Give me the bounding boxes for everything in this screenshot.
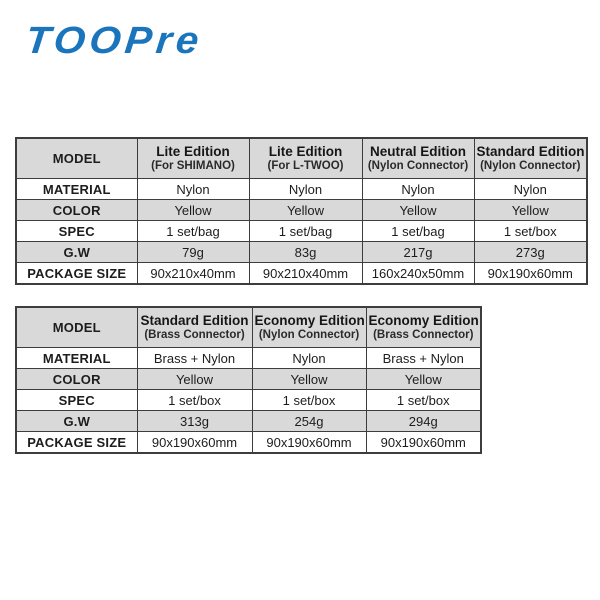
- column-subtitle: (Nylon Connector): [367, 159, 469, 172]
- column-header: [137, 138, 249, 179]
- cell-value: 313g: [137, 411, 252, 432]
- cell-value: 1 set/bag: [249, 221, 362, 242]
- column-subtitle: (For SHIMANO): [151, 159, 235, 172]
- table-row-spec: [16, 221, 587, 242]
- brand-logo: TOOPre: [23, 20, 205, 62]
- cell-value: 1 set/bag: [137, 221, 249, 242]
- spec-table-lower: [15, 306, 482, 454]
- cell-value: 90x210x40mm: [137, 263, 249, 285]
- column-subtitle: (Nylon Connector): [258, 328, 360, 341]
- cell-value: 90x190x60mm: [474, 263, 587, 285]
- column-header: [137, 307, 252, 348]
- cell-value: Yellow: [362, 200, 474, 221]
- row-label: MATERIAL: [16, 348, 137, 369]
- row-label: G.W: [16, 411, 137, 432]
- cell-value: Nylon: [362, 179, 474, 200]
- cell-value: 254g: [252, 411, 366, 432]
- row-label: PACKAGE SIZE: [16, 432, 137, 454]
- table-row-package-size: [16, 432, 481, 454]
- column-title: Economy Edition: [368, 312, 479, 328]
- table-row-package-size: [16, 263, 587, 285]
- cell-value: Yellow: [252, 369, 366, 390]
- corner-header-model: MODEL: [16, 307, 137, 348]
- row-label: MATERIAL: [16, 179, 137, 200]
- table-header-row: [16, 307, 481, 348]
- column-header: [366, 307, 481, 348]
- cell-value: Brass + Nylon: [366, 348, 481, 369]
- spec-table-upper: [15, 137, 588, 285]
- column-subtitle: (For L-TWOO): [267, 159, 344, 172]
- column-title: Standard Edition: [476, 143, 585, 159]
- table-row-spec: [16, 390, 481, 411]
- cell-value: 90x190x60mm: [137, 432, 252, 454]
- cell-value: 1 set/bag: [362, 221, 474, 242]
- cell-value: 90x190x60mm: [252, 432, 366, 454]
- row-label: PACKAGE SIZE: [16, 263, 137, 285]
- column-subtitle: (Nylon Connector): [480, 159, 581, 172]
- row-label: COLOR: [16, 369, 137, 390]
- table-row-gw: [16, 411, 481, 432]
- cell-value: 294g: [366, 411, 481, 432]
- cell-value: 217g: [362, 242, 474, 263]
- cell-value: Yellow: [249, 200, 362, 221]
- cell-value: Brass + Nylon: [137, 348, 252, 369]
- column-title: Lite Edition: [156, 143, 230, 159]
- cell-value: Yellow: [137, 200, 249, 221]
- table-row-gw: [16, 242, 587, 263]
- column-header: [252, 307, 366, 348]
- cell-value: 1 set/box: [366, 390, 481, 411]
- table-header-row: [16, 138, 587, 179]
- cell-value: 273g: [474, 242, 587, 263]
- cell-value: 83g: [249, 242, 362, 263]
- cell-value: Yellow: [137, 369, 252, 390]
- table-row-color: [16, 200, 587, 221]
- cell-value: 1 set/box: [252, 390, 366, 411]
- cell-value: Nylon: [249, 179, 362, 200]
- row-label: SPEC: [16, 390, 137, 411]
- cell-value: Nylon: [474, 179, 587, 200]
- row-label: G.W: [16, 242, 137, 263]
- table-row-material: [16, 179, 587, 200]
- cell-value: 90x190x60mm: [366, 432, 481, 454]
- column-header: [362, 138, 474, 179]
- cell-value: 160x240x50mm: [362, 263, 474, 285]
- row-label: COLOR: [16, 200, 137, 221]
- cell-value: Nylon: [252, 348, 366, 369]
- column-title: Economy Edition: [254, 312, 365, 328]
- column-header: [474, 138, 587, 179]
- column-subtitle: (Brass Connector): [144, 328, 245, 341]
- column-title: Lite Edition: [268, 143, 343, 159]
- table-row-color: [16, 369, 481, 390]
- cell-value: Nylon: [137, 179, 249, 200]
- cell-value: Yellow: [474, 200, 587, 221]
- cell-value: 90x210x40mm: [249, 263, 362, 285]
- column-subtitle: (Brass Connector): [373, 328, 474, 341]
- cell-value: 1 set/box: [137, 390, 252, 411]
- column-title: Neutral Edition: [369, 143, 466, 159]
- cell-value: Yellow: [366, 369, 481, 390]
- row-label: SPEC: [16, 221, 137, 242]
- column-title: Standard Edition: [140, 312, 249, 328]
- table-row-material: [16, 348, 481, 369]
- column-header: [249, 138, 362, 179]
- cell-value: 1 set/box: [474, 221, 587, 242]
- corner-header-model: MODEL: [16, 138, 137, 179]
- cell-value: 79g: [137, 242, 249, 263]
